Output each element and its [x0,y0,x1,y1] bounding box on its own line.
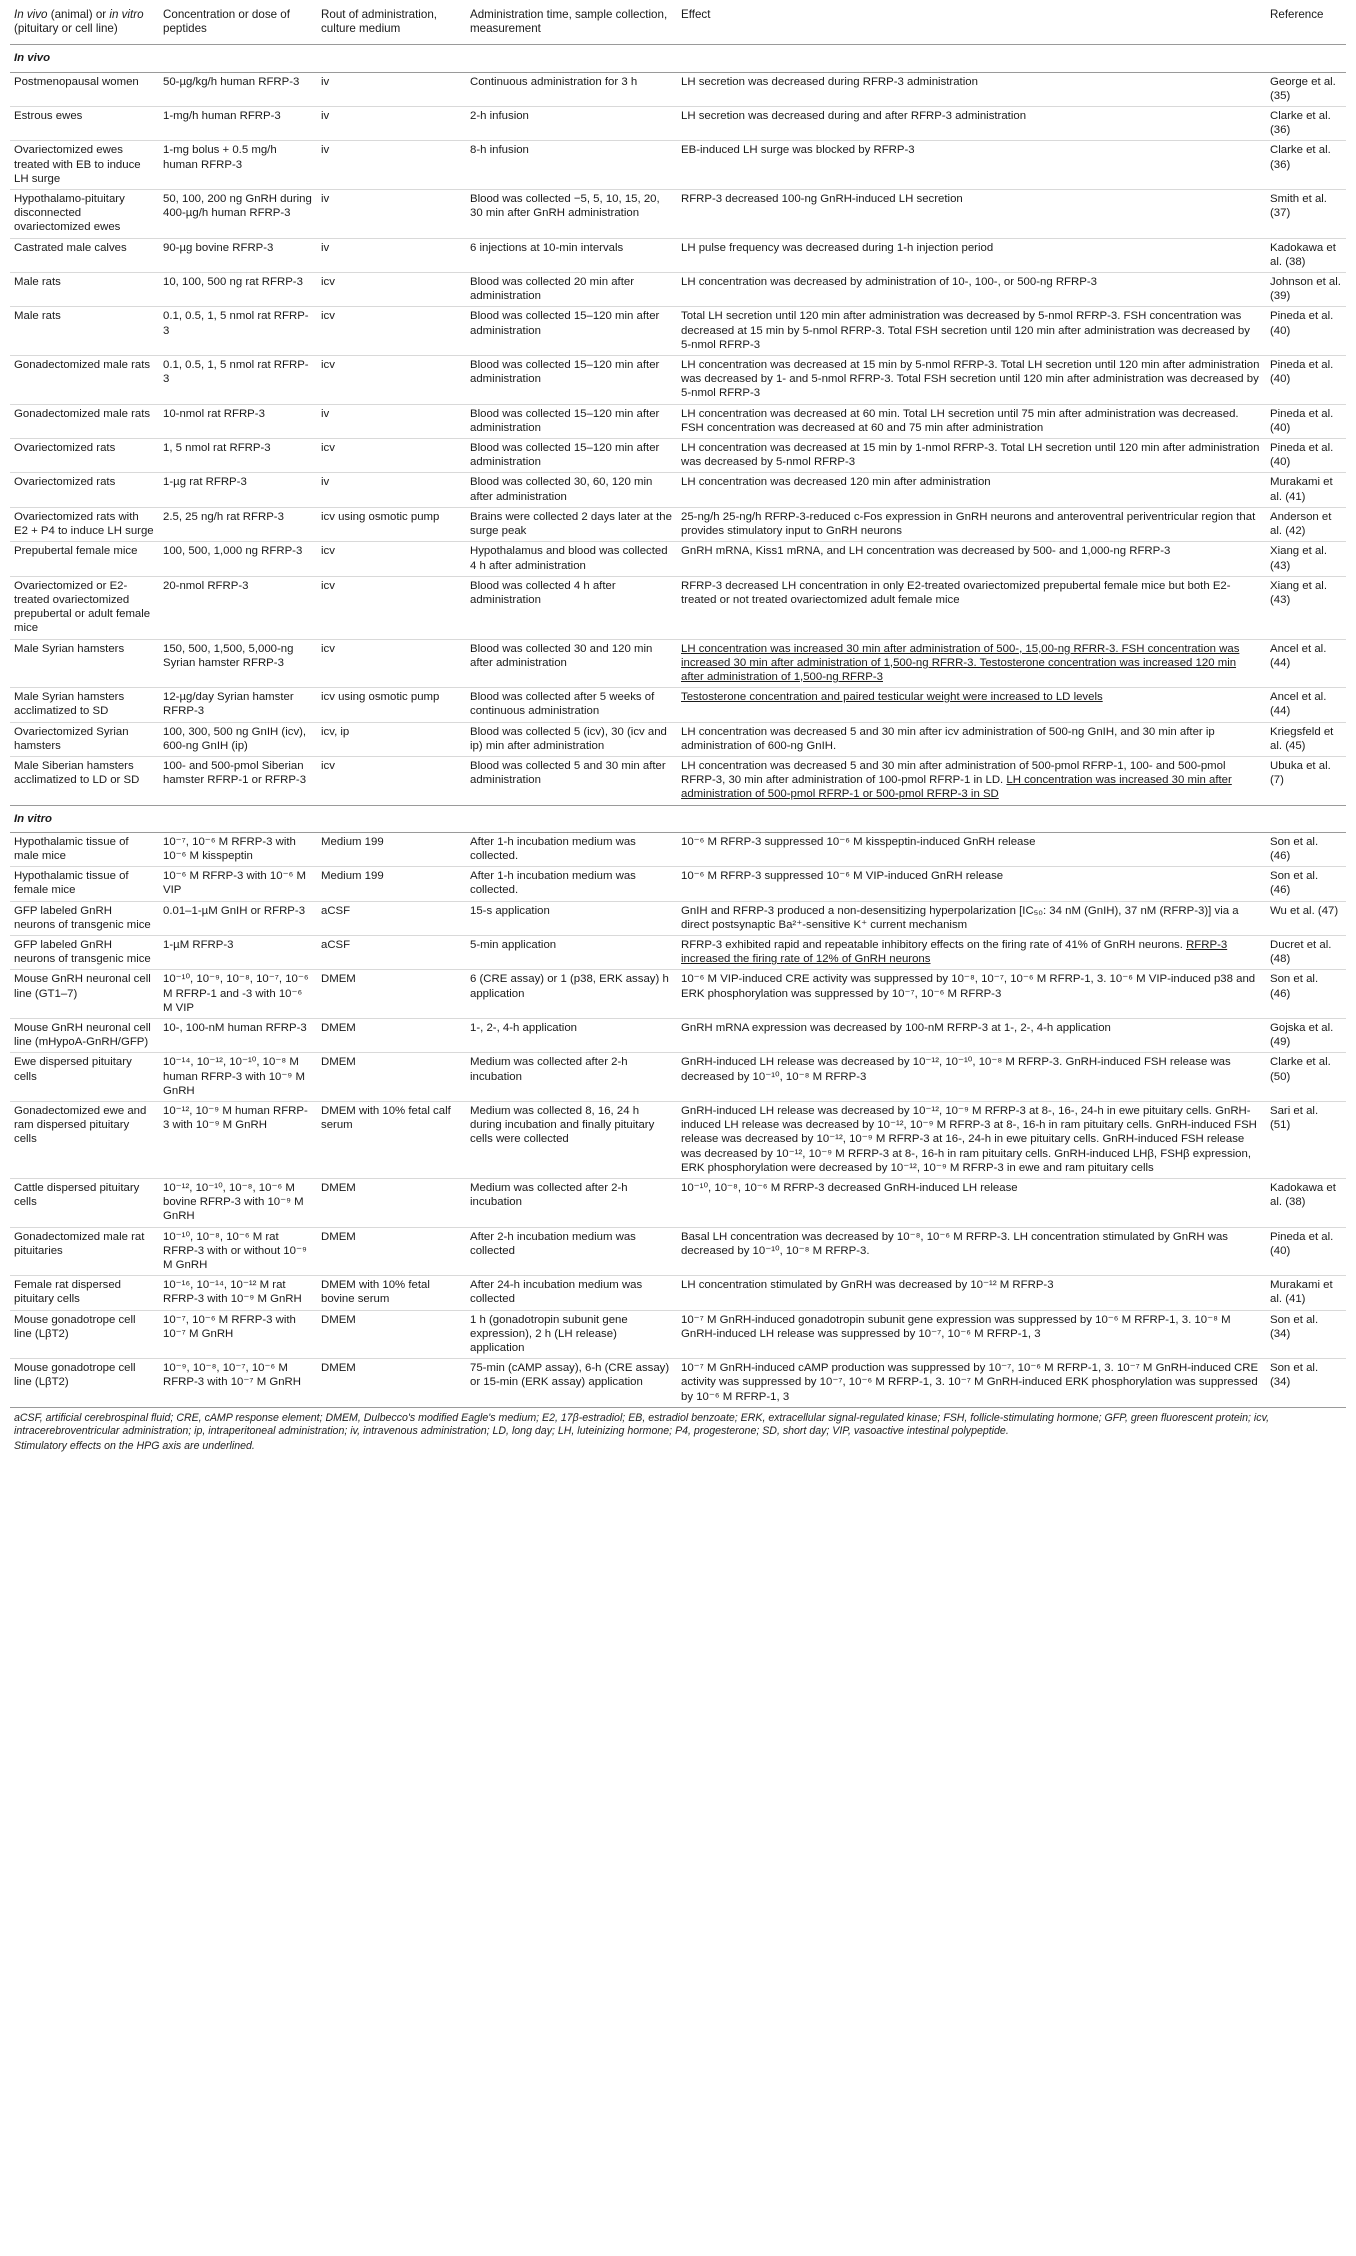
cell-reference: Gojska et al. (49) [1266,1018,1346,1052]
cell-dose: 12-µg/day Syrian hamster RFRP-3 [159,688,317,722]
cell-time: 15-s application [466,901,677,935]
table-row [10,141,1346,190]
cell-route: DMEM [317,1018,466,1052]
cell-effect [677,1102,1266,1179]
cell-subject: Ovariectomized or E2-treated ovariectomized prepubertal or adult female mice [10,576,159,639]
cell-effect [677,832,1266,866]
cell-time: Blood was collected after 5 weeks of continuous administration [466,688,677,722]
cell-route: DMEM with 10% fetal calf serum [317,1102,466,1179]
table-row [10,542,1346,576]
table-row [10,756,1346,805]
section-label-in-vitro: In vitro [10,805,1346,832]
table-row [10,72,1346,106]
header-dose: Concentration or dose of peptides [159,4,317,45]
cell-time: Blood was collected 5 and 30 min after administration [466,756,677,805]
cell-dose: 10⁻¹⁰, 10⁻⁸, 10⁻⁶ M rat RFRP-3 with or without 10⁻⁹ M GnRH [159,1227,317,1276]
cell-route: icv [317,756,466,805]
cell-route: icv [317,639,466,688]
cell-effect [677,238,1266,272]
table-row [10,356,1346,405]
cell-time: Blood was collected 4 h after administration [466,576,677,639]
cell-route: iv [317,238,466,272]
cell-effect [677,542,1266,576]
cell-subject: Ovariectomized rats [10,439,159,473]
cell-subject: Ovariectomized Syrian hamsters [10,722,159,756]
cell-effect [677,1179,1266,1228]
cell-dose: 10⁻¹², 10⁻⁹ M human RFRP-3 with 10⁻⁹ M GnRH [159,1102,317,1179]
cell-effect [677,273,1266,307]
cell-route: Medium 199 [317,832,466,866]
effect-text: 25-ng/h 25-ng/h RFRP-3-reduced c-Fos expression in GnRH neurons and anteroventral periventricular region that provides stimulatory input to GnRH neurons [681,510,1256,538]
cell-dose: 50, 100, 200 ng GnRH during 400-µg/h human RFRP-3 [159,190,317,239]
effect-text: EB-induced LH surge was blocked by RFRP-3 [681,144,915,157]
table-row [10,439,1346,473]
cell-reference: Kadokawa et al. (38) [1266,238,1346,272]
cell-dose: 1-mg bolus + 0.5 mg/h human RFRP-3 [159,141,317,190]
effect-text: GnRH mRNA expression was decreased by 100-nM RFRP-3 at 1-, 2-, 4-h application [681,1021,1111,1034]
cell-time: After 1-h incubation medium was collected. [466,832,677,866]
cell-reference: Xiang et al. (43) [1266,542,1346,576]
cell-route: Medium 199 [317,867,466,901]
cell-effect [677,1359,1266,1408]
cell-subject: Ovariectomized rats with E2 + P4 to induce LH surge [10,507,159,541]
effect-text: LH concentration was decreased at 15 min by 1-nmol RFRP-3. Total LH secretion until 120 min after administration was decreased by 5-nmol RFRP-3 [681,442,1260,469]
cell-dose: 10, 100, 500 ng rat RFRP-3 [159,273,317,307]
cell-time: 75-min (cAMP assay), 6-h (CRE assay) or 15-min (ERK assay) application [466,1359,677,1408]
cell-reference: Pineda et al. (40) [1266,404,1346,438]
table-row [10,1310,1346,1359]
cell-effect [677,756,1266,805]
cell-dose: 10-nmol rat RFRP-3 [159,404,317,438]
cell-effect [677,473,1266,507]
section-label-in-vivo: In vivo [10,45,1346,72]
cell-time: After 1-h incubation medium was collected. [466,867,677,901]
cell-reference: Xiang et al. (43) [1266,576,1346,639]
cell-time: After 2-h incubation medium was collected [466,1227,677,1276]
table-row [10,970,1346,1019]
table-row [10,404,1346,438]
cell-reference: Johnson et al. (39) [1266,273,1346,307]
table-row [10,473,1346,507]
cell-time: Blood was collected 5 (icv), 30 (icv and ip) min after administration [466,722,677,756]
cell-reference: Ducret et al. (48) [1266,935,1346,969]
effect-stimulatory-text: LH concentration was increased 30 min after administration of 500-, 15,00-ng RFRR-3. FSH concentration was increased 30 min after administration of 1,500-ng RFRR-3. Testosterone concentration was increased 120 min after administration of 1,500-ng RFRP-3 [681,642,1240,683]
cell-subject: Prepubertal female mice [10,542,159,576]
cell-subject: Ewe dispersed pituitary cells [10,1053,159,1102]
cell-route: iv [317,473,466,507]
table-row [10,867,1346,901]
cell-time: Blood was collected 15–120 min after administration [466,439,677,473]
cell-effect [677,190,1266,239]
cell-effect [677,722,1266,756]
cell-effect [677,1227,1266,1276]
cell-reference: Ancel et al. (44) [1266,639,1346,688]
effect-text: GnRH mRNA, Kiss1 mRNA, and LH concentration was decreased by 500- and 1,000-ng RFRP-3 [681,545,1171,558]
cell-route: DMEM [317,1310,466,1359]
effect-text: GnRH-induced LH release was decreased by 10⁻¹², 10⁻⁹ M RFRP-3 at 8-, 16-, 24-h in ewe pituitary cells. GnRH-induced LH release was decreased by 10⁻¹², 10⁻⁹ M RFRP-3 at 8-, 16-h in ram pituitary cells. GnRH-induced FSH release was decreased by 10⁻¹², 10⁻⁹ M RFRP-3 at 16-, 24-h in ewe pituitary cells. GnRH-induced FSH release was decreased by 10⁻¹², 10⁻⁹ M RFRP-3 at 8-, 16-h in ram pituitary cells. GnRH-induced LHβ, FSHβ expression, ERK phosphorylation were decreased by 10⁻¹², 10⁻⁹ M RFRP-3 in ewe and ram pituitary cells [681,1105,1257,1174]
cell-dose: 10⁻¹⁶, 10⁻¹⁴, 10⁻¹² M rat RFRP-3 with 10⁻⁹ M GnRH [159,1276,317,1310]
effect-text: LH secretion was decreased during RFRP-3 administration [681,75,978,88]
effect-text: LH secretion was decreased during and after RFRP-3 administration [681,110,1027,123]
cell-dose: 10⁻¹², 10⁻¹⁰, 10⁻⁸, 10⁻⁶ M bovine RFRP-3 with 10⁻⁹ M GnRH [159,1179,317,1228]
table-row [10,107,1346,141]
cell-subject: GFP labeled GnRH neurons of transgenic mice [10,901,159,935]
cell-reference: Pineda et al. (40) [1266,439,1346,473]
table-row [10,722,1346,756]
effect-text: LH concentration was decreased at 15 min by 5-nmol RFRP-3. Total LH secretion until 120 min after administration was decreased by 1- and 5-nmol RFRP-3. Total FSH secretion until 120 min after administration was decreased by 5-nmol RFRP-3 [681,359,1260,400]
table-footnote-underline-note: Stimulatory effects on the HPG axis are underlined. [14,1439,255,1452]
cell-effect [677,1310,1266,1359]
cell-reference: Kadokawa et al. (38) [1266,1179,1346,1228]
effect-text: LH concentration stimulated by GnRH was decreased by 10⁻¹² M RFRP-3 [681,1279,1054,1292]
cell-dose: 100, 500, 1,000 ng RFRP-3 [159,542,317,576]
cell-route: icv [317,542,466,576]
cell-dose: 10⁻⁹, 10⁻⁸, 10⁻⁷, 10⁻⁶ M RFRP-3 with 10⁻⁷ M GnRH [159,1359,317,1408]
cell-reference: Anderson et al. (42) [1266,507,1346,541]
effect-text: RFRP-3 decreased LH concentration in only E2-treated ovariectomized prepubertal female mice but both E2-treated or not treated ovariectomized adult female mice [681,579,1231,606]
cell-time: Medium was collected after 2-h incubation [466,1053,677,1102]
cell-dose: 90-µg bovine RFRP-3 [159,238,317,272]
table-row [10,1276,1346,1310]
cell-subject: Female rat dispersed pituitary cells [10,1276,159,1310]
cell-reference: Son et al. (34) [1266,1359,1346,1408]
cell-reference: Murakami et al. (41) [1266,1276,1346,1310]
effect-text: LH pulse frequency was decreased during 1-h injection period [681,241,994,254]
effect-text: LH concentration was decreased 5 and 30 min after icv administration of 500-ng GnIH, and 30 min after ip administration of 600-ng GnIH. [681,725,1215,752]
effect-text: 10⁻¹⁰, 10⁻⁸, 10⁻⁶ M RFRP-3 decreased GnRH-induced LH release [681,1182,1018,1195]
table-footnote: aCSF, artificial cerebrospinal fluid; CRE, cAMP response element; DMEM, Dulbecco's modified Eagle's medium; E2, 17β-estradiol; EB, estradiol benzoate; ERK, extracellular signal-regulated kinase; FSH, follicle-stimulating hormone; GFP, green fluorescent protein; icv, intracerebroventricular administration; ip, intraperitoneal administration; iv, intravenous administration; LD, long day; LH, luteinizing hormone; P4, progesterone; SD, short day; VIP, vasoactive intestinal polypeptide. [14,1411,1270,1437]
cell-effect [677,404,1266,438]
cell-dose: 1-µM RFRP-3 [159,935,317,969]
cell-time: Blood was collected 30, 60, 120 min after administration [466,473,677,507]
table-row [10,1018,1346,1052]
cell-subject: Ovariectomized rats [10,473,159,507]
cell-effect [677,970,1266,1019]
cell-route: icv [317,273,466,307]
cell-dose: 10⁻⁶ M RFRP-3 with 10⁻⁶ M VIP [159,867,317,901]
cell-reference: Son et al. (46) [1266,832,1346,866]
table-header [10,4,1346,45]
cell-route: iv [317,141,466,190]
cell-subject: Male Syrian hamsters [10,639,159,688]
cell-route: DMEM [317,1359,466,1408]
table-row [10,1227,1346,1276]
cell-dose: 1-µg rat RFRP-3 [159,473,317,507]
cell-dose: 10⁻⁷, 10⁻⁶ M RFRP-3 with 10⁻⁶ M kisspeptin [159,832,317,866]
cell-time: Blood was collected 15–120 min after administration [466,404,677,438]
cell-reference: Smith et al. (37) [1266,190,1346,239]
cell-subject: Male Siberian hamsters acclimatized to LD or SD [10,756,159,805]
table-row [10,273,1346,307]
cell-time: 8-h infusion [466,141,677,190]
table-row [10,576,1346,639]
cell-subject: Mouse gonadotrope cell line (LβT2) [10,1310,159,1359]
header-time: Administration time, sample collection, measurement [466,4,677,45]
effect-text: RFRP-3 decreased 100-ng GnRH-induced LH secretion [681,193,963,206]
table-container [10,0,1346,1453]
effect-stimulatory-text: Testosterone concentration and paired testicular weight were increased to LD levels [681,691,1103,704]
effect-text: GnIH and RFRP-3 produced a non-desensitizing hyperpolarization [IC₅₀: 34 nM (GnIH), 37 nM (RFRP-3)] via a direct postsynaptic Ba²⁺-sensitive K⁺ current mechanism [681,904,1239,931]
section-row-in-vitro [10,805,1346,832]
cell-reference: Murakami et al. (41) [1266,473,1346,507]
cell-dose: 10⁻¹⁴, 10⁻¹², 10⁻¹⁰, 10⁻⁸ M human RFRP-3 with 10⁻⁹ M GnRH [159,1053,317,1102]
table-row [10,238,1346,272]
effect-text: GnRH-induced LH release was decreased by 10⁻¹², 10⁻¹⁰, 10⁻⁸ M RFRP-3. GnRH-induced FSH release was decreased by 10⁻¹⁰, 10⁻⁸ M RFRP-3 [681,1056,1231,1083]
table-row [10,190,1346,239]
cell-subject: Gonadectomized male rats [10,356,159,405]
cell-effect [677,867,1266,901]
effect-text: 10⁻⁷ M GnRH-induced cAMP production was suppressed by 10⁻⁷, 10⁻⁶ M RFRP-1, 3. 10⁻⁷ M GnRH-induced CRE activity was suppressed by 10⁻⁷, 10⁻⁶ M RFRP-1, 3. 10⁻⁷ M GnRH-induced ERK phosphorylation was suppressed by 10⁻⁶ M RFRP-1, 3 [681,1362,1259,1403]
cell-effect [677,935,1266,969]
cell-subject: Mouse GnRH neuronal cell line (mHypoA-GnRH/GFP) [10,1018,159,1052]
cell-subject: Castrated male calves [10,238,159,272]
cell-time: Blood was collected 30 and 120 min after administration [466,639,677,688]
cell-subject: Gonadectomized male rats [10,404,159,438]
cell-reference: Wu et al. (47) [1266,901,1346,935]
cell-subject: Postmenopausal women [10,72,159,106]
cell-subject: Mouse GnRH neuronal cell line (GT1–7) [10,970,159,1019]
cell-effect [677,688,1266,722]
cell-effect [677,356,1266,405]
cell-route: aCSF [317,935,466,969]
cell-reference: Pineda et al. (40) [1266,356,1346,405]
cell-effect [677,1053,1266,1102]
cell-route: icv using osmotic pump [317,688,466,722]
table-row [10,901,1346,935]
cell-route: icv [317,356,466,405]
cell-dose: 100- and 500-pmol Siberian hamster RFRP-1 or RFRP-3 [159,756,317,805]
cell-subject: Estrous ewes [10,107,159,141]
header-route: Rout of administration, culture medium [317,4,466,45]
rfrp3-effects-table [10,4,1346,1408]
cell-subject: Gonadectomized ewe and ram dispersed pituitary cells [10,1102,159,1179]
cell-route: DMEM [317,970,466,1019]
cell-route: icv [317,307,466,356]
table-row [10,1102,1346,1179]
cell-reference: Son et al. (46) [1266,970,1346,1019]
effect-text: Total LH secretion until 120 min after administration was decreased by 5-nmol RFRP-3. FSH concentration was decreased at 15 min by 5-nmol RFRP-3. Total FSH secretion until 120 min after administration was decreased by 5-nmol RFRP-3 [681,310,1250,351]
cell-effect [677,72,1266,106]
cell-route: DMEM with 10% fetal bovine serum [317,1276,466,1310]
table-row [10,1053,1346,1102]
effect-text: 10⁻⁶ M RFRP-3 suppressed 10⁻⁶ M kisspeptin-induced GnRH release [681,835,1036,848]
cell-reference: Pineda et al. (40) [1266,1227,1346,1276]
effect-text: Basal LH concentration was decreased by 10⁻⁸, 10⁻⁶ M RFRP-3. LH concentration stimulated by GnRH was decreased by 10⁻¹⁰, 10⁻⁸ M RFRP-3. [681,1230,1229,1257]
cell-subject: Gonadectomized male rat pituitaries [10,1227,159,1276]
cell-route: iv [317,404,466,438]
effect-stimulatory-text: LH concentration was increased 30 min after administration of 500-pmol RFRP-1 or 500-pmol RFRP-3 in SD [681,774,1232,801]
cell-time: 1-, 2-, 4-h application [466,1018,677,1052]
table-row [10,507,1346,541]
cell-dose: 10⁻⁷, 10⁻⁶ M RFRP-3 with 10⁻⁷ M GnRH [159,1310,317,1359]
cell-subject: Hypothalamic tissue of female mice [10,867,159,901]
cell-dose: 50-µg/kg/h human RFRP-3 [159,72,317,106]
cell-reference: Ancel et al. (44) [1266,688,1346,722]
cell-time: Medium was collected after 2-h incubation [466,1179,677,1228]
cell-time: Brains were collected 2 days later at the surge peak [466,507,677,541]
cell-route: icv, ip [317,722,466,756]
cell-effect [677,141,1266,190]
cell-route: DMEM [317,1179,466,1228]
cell-dose: 1, 5 nmol rat RFRP-3 [159,439,317,473]
cell-effect [677,639,1266,688]
cell-effect [677,576,1266,639]
cell-route: iv [317,107,466,141]
header-effect: Effect [677,4,1266,45]
section-row-in-vivo [10,45,1346,72]
cell-time: Medium was collected 8, 16, 24 h during incubation and finally pituitary cells were collected [466,1102,677,1179]
cell-time: 5-min application [466,935,677,969]
cell-reference: George et al. (35) [1266,72,1346,106]
cell-effect [677,439,1266,473]
table-row [10,832,1346,866]
cell-subject: Male rats [10,307,159,356]
cell-time: Continuous administration for 3 h [466,72,677,106]
cell-reference: Sari et al. (51) [1266,1102,1346,1179]
cell-effect [677,107,1266,141]
header-subject: In vivo (animal) or in vitro (pituitary or cell line) [10,4,159,45]
effect-text: 10⁻⁷ M GnRH-induced gonadotropin subunit gene expression was suppressed by 10⁻⁶ M RFRP-1, 3. 10⁻⁸ M GnRH-induced LH release was suppressed by 10⁻⁷, 10⁻⁶ M RFRP-1, 3 [681,1313,1231,1340]
cell-time: Blood was collected 15–120 min after administration [466,356,677,405]
cell-reference: Kriegsfeld et al. (45) [1266,722,1346,756]
cell-reference: Clarke et al. (36) [1266,141,1346,190]
effect-text: LH concentration was decreased 5 and 30 min after administration of 500-pmol RFRP-1, 100- and 500-pmol RFRP-3, 30 min after administration of 100-pmol RFRP-1 in LD. [681,759,1226,787]
cell-subject: Cattle dispersed pituitary cells [10,1179,159,1228]
cell-subject: Ovariectomized ewes treated with EB to induce LH surge [10,141,159,190]
cell-time: 1 h (gonadotropin subunit gene expression), 2 h (LH release) application [466,1310,677,1359]
cell-time: Hypothalamus and blood was collected 4 h after administration [466,542,677,576]
cell-time: 6 injections at 10-min intervals [466,238,677,272]
cell-dose: 0.1, 0.5, 1, 5 nmol rat RFRP-3 [159,307,317,356]
effect-text: 10⁻⁶ M RFRP-3 suppressed 10⁻⁶ M VIP-induced GnRH release [681,870,1004,883]
cell-effect [677,507,1266,541]
cell-dose: 150, 500, 1,500, 5,000-ng Syrian hamster RFRP-3 [159,639,317,688]
cell-subject: Male rats [10,273,159,307]
table-row [10,1179,1346,1228]
cell-reference: Son et al. (46) [1266,867,1346,901]
cell-subject: Mouse gonadotrope cell line (LβT2) [10,1359,159,1408]
header-reference: Reference [1266,4,1346,45]
cell-route: DMEM [317,1227,466,1276]
cell-route: icv using osmotic pump [317,507,466,541]
cell-route: icv [317,439,466,473]
cell-reference: Ubuka et al. (7) [1266,756,1346,805]
effect-stimulatory-text: RFRP-3 increased the firing rate of 12% of GnRH neurons [681,938,1228,966]
cell-subject: GFP labeled GnRH neurons of transgenic mice [10,935,159,969]
cell-dose: 20-nmol RFRP-3 [159,576,317,639]
cell-dose: 100, 300, 500 ng GnIH (icv), 600-ng GnIH (ip) [159,722,317,756]
cell-effect [677,1276,1266,1310]
cell-route: DMEM [317,1053,466,1102]
cell-subject: Hypothalamic tissue of male mice [10,832,159,866]
cell-time: Blood was collected 20 min after administration [466,273,677,307]
cell-time: 2-h infusion [466,107,677,141]
cell-reference: Son et al. (34) [1266,1310,1346,1359]
cell-reference: Pineda et al. (40) [1266,307,1346,356]
effect-text: RFRP-3 exhibited rapid and repeatable inhibitory effects on the firing rate of 41% of GnRH neurons. [681,938,1187,951]
cell-time: After 24-h incubation medium was collected [466,1276,677,1310]
cell-dose: 2.5, 25 ng/h rat RFRP-3 [159,507,317,541]
table-row [10,639,1346,688]
cell-dose: 0.01–1-µM GnIH or RFRP-3 [159,901,317,935]
effect-text: LH concentration was decreased at 60 min. Total LH secretion until 75 min after administration was decreased. FSH concentration was decreased at 60 and 75 min after administration [681,407,1239,434]
cell-subject: Hypothalamo-pituitary disconnected ovariectomized ewes [10,190,159,239]
cell-route: icv [317,576,466,639]
cell-route: iv [317,190,466,239]
cell-dose: 10-, 100-nM human RFRP-3 [159,1018,317,1052]
effect-text: LH concentration was decreased by administration of 10-, 100-, or 500-ng RFRP-3 [681,276,1097,289]
table-body [10,45,1346,1407]
cell-time: Blood was collected −5, 5, 10, 15, 20, 30 min after GnRH administration [466,190,677,239]
cell-effect [677,1018,1266,1052]
effect-text: 10⁻⁶ M VIP-induced CRE activity was suppressed by 10⁻⁸, 10⁻⁷, 10⁻⁶ M RFRP-1, 3. 10⁻⁶ M VIP-induced p38 and ERK phosphorylation was suppressed by 10⁻⁷, 10⁻⁶ M RFRP-3 [681,973,1256,1000]
cell-dose: 1-mg/h human RFRP-3 [159,107,317,141]
cell-time: Blood was collected 15–120 min after administration [466,307,677,356]
effect-text: LH concentration was decreased 120 min after administration [681,476,991,489]
cell-effect [677,307,1266,356]
cell-reference: Clarke et al. (50) [1266,1053,1346,1102]
cell-route: iv [317,72,466,106]
cell-time: 6 (CRE assay) or 1 (p38, ERK assay) h application [466,970,677,1019]
cell-effect [677,901,1266,935]
table-row [10,307,1346,356]
cell-subject: Male Syrian hamsters acclimatized to SD [10,688,159,722]
cell-reference: Clarke et al. (36) [1266,107,1346,141]
table-row [10,935,1346,969]
cell-route: aCSF [317,901,466,935]
cell-dose: 0.1, 0.5, 1, 5 nmol rat RFRP-3 [159,356,317,405]
table-row [10,688,1346,722]
table-row [10,1359,1346,1408]
cell-dose: 10⁻¹⁰, 10⁻⁹, 10⁻⁸, 10⁻⁷, 10⁻⁶ M RFRP-1 and -3 with 10⁻⁶ M VIP [159,970,317,1019]
